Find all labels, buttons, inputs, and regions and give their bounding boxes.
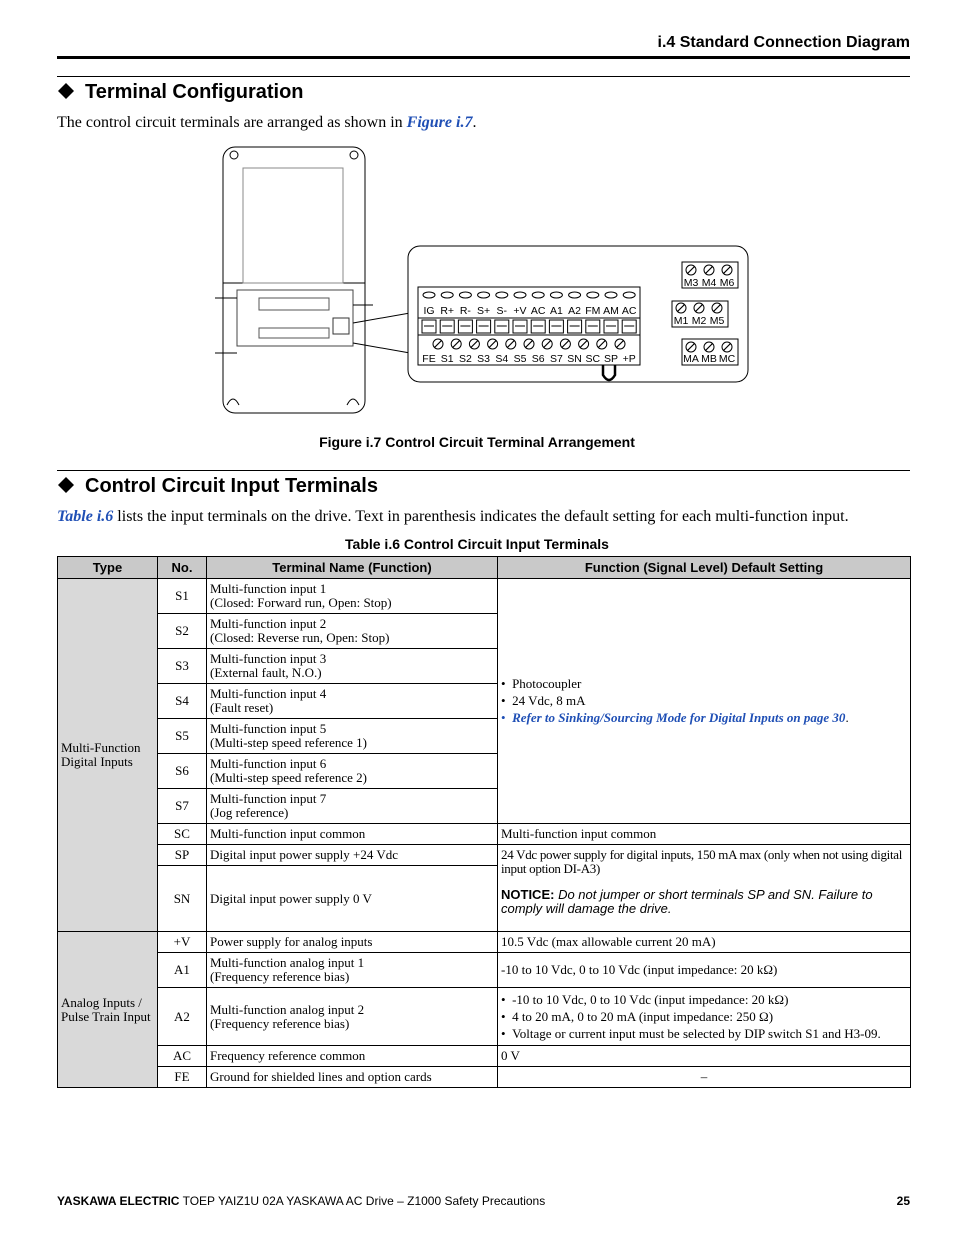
bullet-item: • 4 to 20 mA, 0 to 20 mA (input impedance: 250 Ω) bbox=[501, 1008, 774, 1024]
section-divider-2 bbox=[57, 470, 910, 471]
bottom-terminal-label: S7 bbox=[549, 353, 563, 365]
terminal-name bbox=[207, 579, 498, 614]
bullet-text: 4 to 20 mA, 0 to 20 mA (input impedance: 250 Ω) bbox=[512, 1008, 774, 1024]
terminal-name: Ground for shielded lines and option cards bbox=[207, 1067, 498, 1088]
terminal-function: 0 V bbox=[498, 1046, 911, 1067]
type-digital-inputs: Multi-Function Digital Inputs bbox=[58, 579, 158, 932]
relay-label: MC bbox=[718, 353, 736, 365]
top-terminal-screw bbox=[478, 292, 490, 298]
running-header-title: i.4 Standard Connection Diagram bbox=[657, 34, 910, 51]
relay-screw bbox=[722, 265, 732, 275]
terminal-name: Multi-function input common bbox=[207, 824, 498, 845]
relay-screw bbox=[722, 342, 732, 352]
terminal-no: SC bbox=[158, 824, 207, 845]
section-title-text: Terminal Configuration bbox=[85, 81, 304, 103]
terminal-name bbox=[207, 684, 498, 719]
top-terminal-label: FM bbox=[585, 305, 601, 317]
intro-text-end: . bbox=[472, 114, 477, 131]
bottom-terminal-screw bbox=[560, 339, 570, 349]
control-input-terminals-table bbox=[57, 556, 911, 1088]
top-terminal-screw bbox=[423, 292, 435, 298]
terminal-name-line1: Multi-function input 4 bbox=[210, 686, 327, 701]
top-terminal-screw bbox=[532, 292, 544, 298]
diamond-bullet-icon bbox=[57, 474, 79, 498]
top-terminal-screw bbox=[496, 292, 508, 298]
footer-doc-title: TOEP YAIZ1U 02A YASKAWA AC Drive – Z1000 Safety Precautions bbox=[179, 1194, 546, 1208]
table-link[interactable]: Table i.6 bbox=[57, 508, 114, 525]
top-terminal-label: +V bbox=[513, 305, 527, 317]
terminal-name-line2: (Multi-step speed reference 2) bbox=[210, 770, 368, 785]
relay-screw bbox=[704, 265, 714, 275]
bottom-terminal-screw bbox=[542, 339, 552, 349]
bullet-item: • 24 Vdc, 8 mA bbox=[501, 693, 586, 708]
terminal-name: Digital input power supply +24 Vdc bbox=[207, 845, 498, 866]
terminal-name-line2: (Fault reset) bbox=[210, 700, 274, 715]
terminal-no: SP bbox=[158, 845, 207, 866]
notice-label: NOTICE: bbox=[501, 887, 555, 902]
terminal-no: +V bbox=[158, 932, 207, 953]
intro-text: The control circuit terminals are arranged as shown in bbox=[57, 114, 407, 131]
terminal-name bbox=[207, 614, 498, 649]
page-footer bbox=[57, 1194, 910, 1208]
bottom-terminal-screw bbox=[615, 339, 625, 349]
top-terminal-label: AC bbox=[621, 305, 637, 317]
diamond-bullet-icon bbox=[57, 80, 79, 104]
terminal-name bbox=[207, 953, 498, 988]
terminal-name bbox=[207, 719, 498, 754]
top-terminal-label: AC bbox=[530, 305, 546, 317]
table-row bbox=[58, 1046, 911, 1067]
table-header-row bbox=[58, 557, 911, 579]
terminal-name-line1: Multi-function input 6 bbox=[210, 756, 327, 771]
sp-function-text: 24 Vdc power supply for digital inputs, 150 mA max (only when not using digital input option DI-A3) bbox=[501, 847, 903, 876]
terminal-name bbox=[207, 754, 498, 789]
terminal-name-line1: Multi-function input 2 bbox=[210, 616, 327, 631]
terminal-no: A2 bbox=[158, 988, 207, 1046]
relay-label: M6 bbox=[719, 277, 735, 289]
terminal-name: Frequency reference common bbox=[207, 1046, 498, 1067]
terminal-name: Power supply for analog inputs bbox=[207, 932, 498, 953]
bullet-text-end: . bbox=[845, 710, 849, 725]
terminal-function: 10.5 Vdc (max allowable current 20 mA) bbox=[498, 932, 911, 953]
bottom-terminal-label: SN bbox=[567, 353, 582, 365]
terminal-name-line2: (Jog reference) bbox=[210, 805, 289, 820]
top-terminal-label: R+ bbox=[440, 305, 455, 317]
terminal-name: Digital input power supply 0 V bbox=[207, 866, 498, 932]
bullet-text: -10 to 10 Vdc, 0 to 10 Vdc (input impedance: 20 kΩ) bbox=[512, 991, 789, 1007]
terminal-no: S4 bbox=[158, 684, 207, 719]
footer-brand: YASKAWA ELECTRIC bbox=[57, 1194, 180, 1208]
figure-caption: Figure i.7 Control Circuit Terminal Arrangement bbox=[319, 434, 635, 450]
terminal-no: S6 bbox=[158, 754, 207, 789]
top-terminal-screw bbox=[605, 292, 617, 298]
bottom-terminal-screw bbox=[524, 339, 534, 349]
relay-screw bbox=[694, 303, 704, 313]
table-caption: Table i.6 Control Circuit Input Terminals bbox=[345, 536, 609, 552]
terminal-name-line2: (Closed: Reverse run, Open: Stop) bbox=[210, 630, 390, 645]
terminal-function: – bbox=[498, 1067, 911, 1088]
terminal-no: SN bbox=[158, 866, 207, 932]
bottom-terminal-label: S5 bbox=[513, 353, 527, 365]
relay-label: M1 bbox=[673, 315, 689, 327]
sinking-sourcing-link[interactable]: Refer to Sinking/Sourcing Mode for Digital Inputs on page 30 bbox=[512, 710, 846, 725]
header-terminal-name: Terminal Name (Function) bbox=[207, 557, 498, 579]
relay-screw bbox=[686, 342, 696, 352]
bottom-terminal-screw bbox=[488, 339, 498, 349]
page-number: 25 bbox=[896, 1194, 910, 1208]
sp-sn-function-cell bbox=[498, 845, 911, 932]
section-divider bbox=[57, 76, 910, 77]
bottom-terminal-label: S2 bbox=[458, 353, 472, 365]
terminal-name-line2: (Frequency reference bias) bbox=[210, 969, 350, 984]
bottom-terminal-label: S4 bbox=[495, 353, 509, 365]
terminal-arrangement-figure bbox=[215, 143, 755, 418]
bullet-text: 24 Vdc, 8 mA bbox=[512, 693, 586, 708]
table-row bbox=[58, 579, 911, 614]
intro-paragraph bbox=[57, 113, 476, 133]
terminal-function: -10 to 10 Vdc, 0 to 10 Vdc (input impedance: 20 kΩ) bbox=[498, 953, 911, 988]
terminal-name bbox=[207, 988, 498, 1046]
terminal-name bbox=[207, 789, 498, 824]
bullet-text: Voltage or current input must be selected by DIP switch S1 and H3-09. bbox=[512, 1025, 881, 1041]
bullet-item: • Voltage or current input must be selected by DIP switch S1 and H3-09. bbox=[501, 1025, 881, 1041]
table-intro-paragraph bbox=[57, 507, 849, 527]
top-terminal-screw bbox=[459, 292, 471, 298]
bottom-terminal-label: S6 bbox=[531, 353, 545, 365]
section-title-text: Control Circuit Input Terminals bbox=[85, 475, 378, 497]
a2-function-cell bbox=[498, 988, 911, 1046]
top-terminal-label: A1 bbox=[549, 305, 563, 317]
terminal-name-line1: Multi-function input 7 bbox=[210, 791, 327, 806]
relay-screw bbox=[704, 342, 714, 352]
relay-screw bbox=[686, 265, 696, 275]
bottom-terminal-label: FE bbox=[422, 353, 436, 365]
bottom-terminal-label: SP bbox=[603, 353, 619, 365]
digital-input-function-cell bbox=[498, 579, 911, 824]
terminal-no: S1 bbox=[158, 579, 207, 614]
relay-label: M5 bbox=[709, 315, 725, 327]
terminal-name-line2: (Frequency reference bias) bbox=[210, 1015, 350, 1031]
terminal-no: S7 bbox=[158, 789, 207, 824]
bullet-item: • Refer to Sinking/Sourcing Mode for Digital Inputs on page 30. bbox=[501, 710, 849, 725]
top-terminal-label: S+ bbox=[477, 305, 491, 317]
relay-screw bbox=[712, 303, 722, 313]
bottom-terminal-screw bbox=[506, 339, 516, 349]
terminal-name-line1: Multi-function analog input 1 bbox=[210, 955, 365, 970]
terminal-name-line2: (Closed: Forward run, Open: Stop) bbox=[210, 595, 392, 610]
bottom-terminal-label: +P bbox=[622, 353, 636, 365]
table-row bbox=[58, 1067, 911, 1088]
terminal-name-line2: (External fault, N.O.) bbox=[210, 665, 322, 680]
bullet-item: • -10 to 10 Vdc, 0 to 10 Vdc (input impedance: 20 kΩ) bbox=[501, 991, 789, 1007]
relay-screw bbox=[676, 303, 686, 313]
top-terminal-label: R- bbox=[459, 305, 471, 317]
table-row bbox=[58, 824, 911, 845]
table-row bbox=[58, 845, 911, 866]
bottom-terminal-screw bbox=[469, 339, 479, 349]
table-row bbox=[58, 953, 911, 988]
relay-label: MB bbox=[701, 353, 717, 365]
terminal-no: S3 bbox=[158, 649, 207, 684]
top-terminal-screw bbox=[587, 292, 599, 298]
terminal-name bbox=[207, 649, 498, 684]
terminal-name-line1: Multi-function input 5 bbox=[210, 721, 327, 736]
bottom-terminal-screw bbox=[597, 339, 607, 349]
bottom-terminal-screw bbox=[433, 339, 443, 349]
type-analog-inputs: Analog Inputs / Pulse Train Input bbox=[58, 932, 158, 1088]
bullet-item: • Photocoupler bbox=[501, 676, 582, 691]
section-title-input-terminals bbox=[57, 474, 378, 498]
terminal-no: A1 bbox=[158, 953, 207, 988]
top-terminal-screw bbox=[441, 292, 453, 298]
top-terminal-label: AM bbox=[603, 305, 619, 317]
bottom-terminal-screw bbox=[579, 339, 589, 349]
terminal-no: AC bbox=[158, 1046, 207, 1067]
table-intro-text: lists the input terminals on the drive. Text in parenthesis indicates the default setting for each multi-function input. bbox=[113, 508, 849, 525]
terminal-name-line1: Multi-function input 1 bbox=[210, 581, 327, 596]
bottom-terminal-label: SC bbox=[585, 353, 601, 365]
terminal-name-line1: Multi-function analog input 2 bbox=[210, 1001, 365, 1017]
bottom-terminal-label: S3 bbox=[477, 353, 491, 365]
header-no: No. bbox=[158, 557, 207, 579]
top-terminal-screw bbox=[514, 292, 526, 298]
figure-link[interactable]: Figure i.7 bbox=[406, 114, 473, 131]
top-terminal-label: IG bbox=[423, 305, 435, 317]
bottom-terminal-label: S1 bbox=[440, 353, 454, 365]
top-terminal-screw bbox=[550, 292, 562, 298]
top-terminal-screw bbox=[623, 292, 635, 298]
top-terminal-screw bbox=[569, 292, 581, 298]
bullet-text: Photocoupler bbox=[512, 676, 582, 691]
terminal-name-line1: Multi-function input 3 bbox=[210, 651, 327, 666]
top-terminal-label: S- bbox=[496, 305, 508, 317]
bottom-terminal-screw bbox=[451, 339, 461, 349]
notice-text bbox=[501, 888, 907, 916]
terminal-no: S2 bbox=[158, 614, 207, 649]
drive-outline bbox=[215, 147, 410, 413]
table-row bbox=[58, 988, 911, 1046]
relay-label: M3 bbox=[683, 277, 699, 289]
terminal-no: FE bbox=[158, 1067, 207, 1088]
relay-label: MA bbox=[683, 353, 699, 365]
terminal-function: Multi-function input common bbox=[498, 824, 911, 845]
terminal-name-line2: (Multi-step speed reference 1) bbox=[210, 735, 368, 750]
header-type: Type bbox=[58, 557, 158, 579]
relay-label: M2 bbox=[691, 315, 707, 327]
section-title-terminal-configuration bbox=[57, 80, 304, 104]
terminal-no: S5 bbox=[158, 719, 207, 754]
running-header bbox=[57, 34, 910, 59]
notice-body: Do not jumper or short terminals SP and SN. Failure to comply will damage the drive. bbox=[501, 887, 873, 916]
relay-label: M4 bbox=[701, 277, 717, 289]
header-function: Function (Signal Level) Default Setting bbox=[498, 557, 911, 579]
top-terminal-label: A2 bbox=[568, 305, 582, 317]
table-row bbox=[58, 932, 911, 953]
